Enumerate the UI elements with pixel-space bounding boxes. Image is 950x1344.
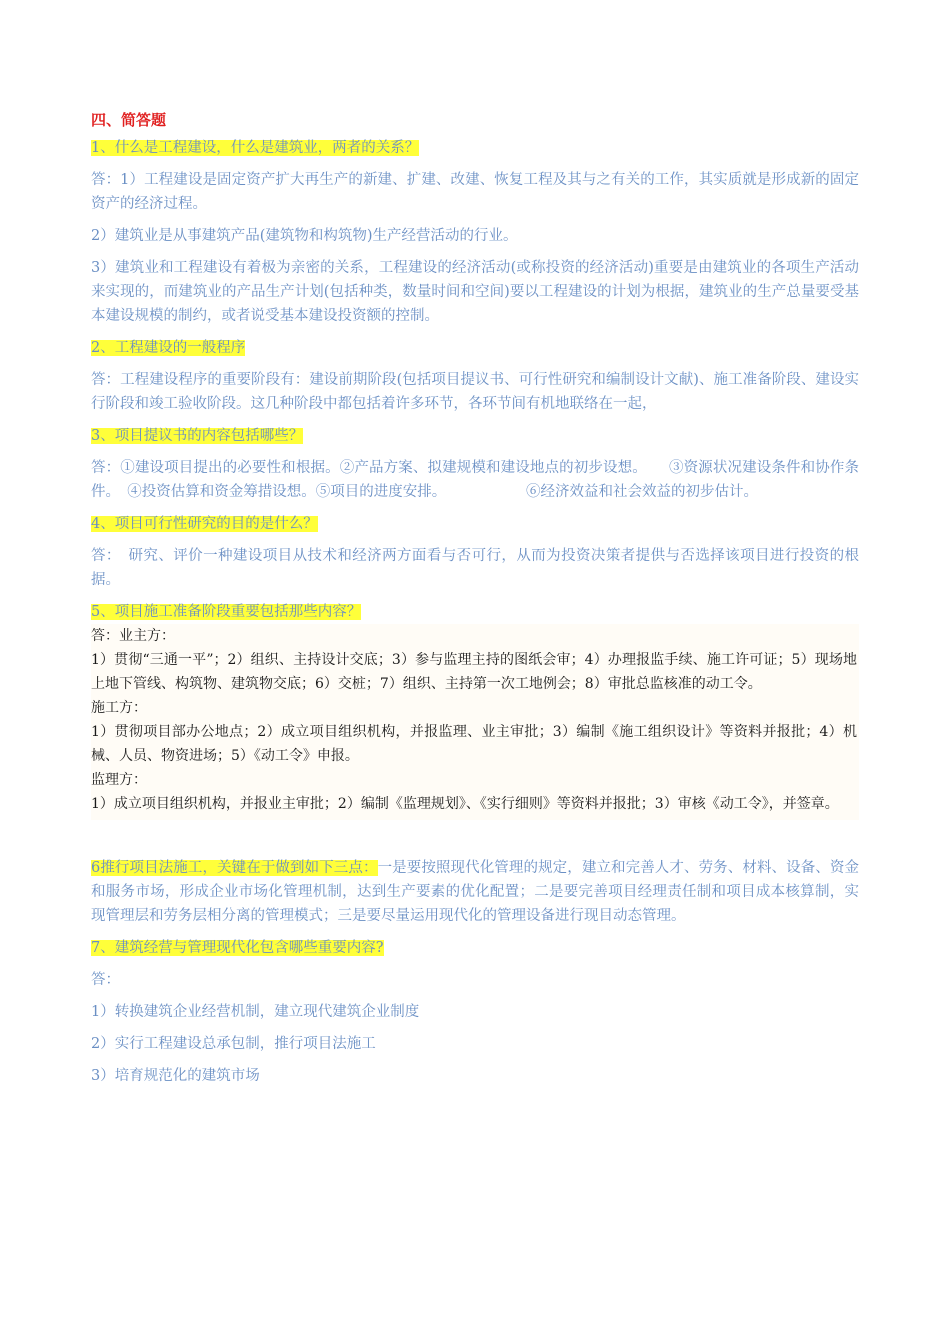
answer-3: 答：①建设项目提出的必要性和根据。②产品方案、拟建规模和建设地点的初步设想。 ③资源状况建设条件和协作条件。 ④投资估算和资金筹措设想。⑤项目的进度安排。 ⑥经济效益和社会效益的初步估计。 xyxy=(91,460,859,500)
question-2-text: 2、工程建设的一般程序 xyxy=(91,340,246,356)
question-7 xyxy=(91,936,859,960)
answer-5-owner: 1）贯彻“三通一平”；2）组织、主持设计交底；3）参与监理主持的图纸会审；4）办理报监手续、施工许可证；5）现场地上地下管线、构筑物、建筑物交底；6）交桩；7）组织、主持第一次工地例会；8）审批总监核准的动工令。 xyxy=(91,652,857,692)
question-1 xyxy=(91,136,859,160)
answer-5-intro: 答：业主方： xyxy=(91,628,175,644)
answer-6: 一是要按照现代化管理的规定，建立和完善人才、劳务、材料、设备、资金和服务市场，形成企业市场化管理机制，达到生产要素的优化配置；二是要完善项目经理责任制和项目成本核算制，实现管理层和劳务层相分离的管理模式；三是要尽量运用现代化的管理设备进行现目动态管理。 xyxy=(91,860,859,924)
question-2 xyxy=(91,336,859,360)
question-6 xyxy=(91,856,859,928)
answer-5-contractor: 1）贯彻项目部办公地点；2）成立项目组织机构，并报监理、业主审批；3）编制《施工组织设计》等资料并报批；4）机械、人员、物资进场；5）《动工令》申报。 xyxy=(91,724,857,764)
document-content xyxy=(91,108,859,1096)
question-6-text: 6推行项目法施工，关键在于做到如下三点： xyxy=(91,860,378,876)
answer-5-supervisor-label: 监理方： xyxy=(91,772,147,788)
answer-1-part-3: 3）建筑业和工程建设有着极为亲密的关系，工程建设的经济活动(或称投资的经济活动)重要是由建筑业的各项生产活动来实现的，而建筑业的产品生产计划(包括种类，数量时间和空间)要以工程建设的计划为根据，建筑业的生产总量要受基本建设规模的制约，或者说受基本建设投资额的控制。 xyxy=(91,260,859,324)
question-3 xyxy=(91,424,859,448)
answer-7-item-1: 1）转换建筑企业经营机制，建立现代建筑企业制度 xyxy=(91,1004,420,1020)
answer-4: 答： 研究、评价一种建设项目从技术和经济两方面看与否可行，从而为投资决策者提供与否选择该项目进行投资的根据。 xyxy=(91,548,859,588)
answer-5-contractor-label: 施工方： xyxy=(91,700,147,716)
question-4-text: 4、项目可行性研究的目的是什么？ xyxy=(91,516,318,532)
answer-2: 答：工程建设程序的重要阶段有：建设前期阶段(包括项目提议书、可行性研究和编制设计文献)、施工准备阶段、建设实行阶段和竣工验收阶段。这几种阶段中都包括着许多环节，各环节间有机地联络在一起， xyxy=(91,372,859,412)
answer-7-intro: 答： xyxy=(91,972,120,988)
question-7-text: 7、建筑经营与管理现代化包含哪些重要内容? xyxy=(91,940,384,956)
answer-1-part-2: 2）建筑业是从事建筑产品(建筑物和构筑物)生产经营活动的行业。 xyxy=(91,228,518,244)
answer-7-item-3: 3）培育规范化的建筑市场 xyxy=(91,1068,260,1084)
question-3-text: 3、项目提议书的内容包括哪些？ xyxy=(91,428,304,444)
answer-7-item-2: 2）实行工程建设总承包制，推行项目法施工 xyxy=(91,1036,376,1052)
answer-5-box xyxy=(91,624,859,820)
question-5 xyxy=(91,600,859,624)
question-5-text: 5、项目施工准备阶段重要包括那些内容？ xyxy=(91,604,362,620)
question-1-text: 1、什么是工程建设，什么是建筑业，两者的关系？ xyxy=(91,140,420,156)
section-title: 四、简答题 xyxy=(91,111,167,129)
answer-5-supervisor: 1）成立项目组织机构，并报业主审批；2）编制《监理规划》、《实行细则》等资料并报批；3）审核《动工令》，并签章。 xyxy=(91,796,839,812)
answer-1-part-1: 答：1）工程建设是固定资产扩大再生产的新建、扩建、改建、恢复工程及其与之有关的工作，其实质就是形成新的固定资产的经济过程。 xyxy=(91,172,859,212)
question-4 xyxy=(91,512,859,536)
